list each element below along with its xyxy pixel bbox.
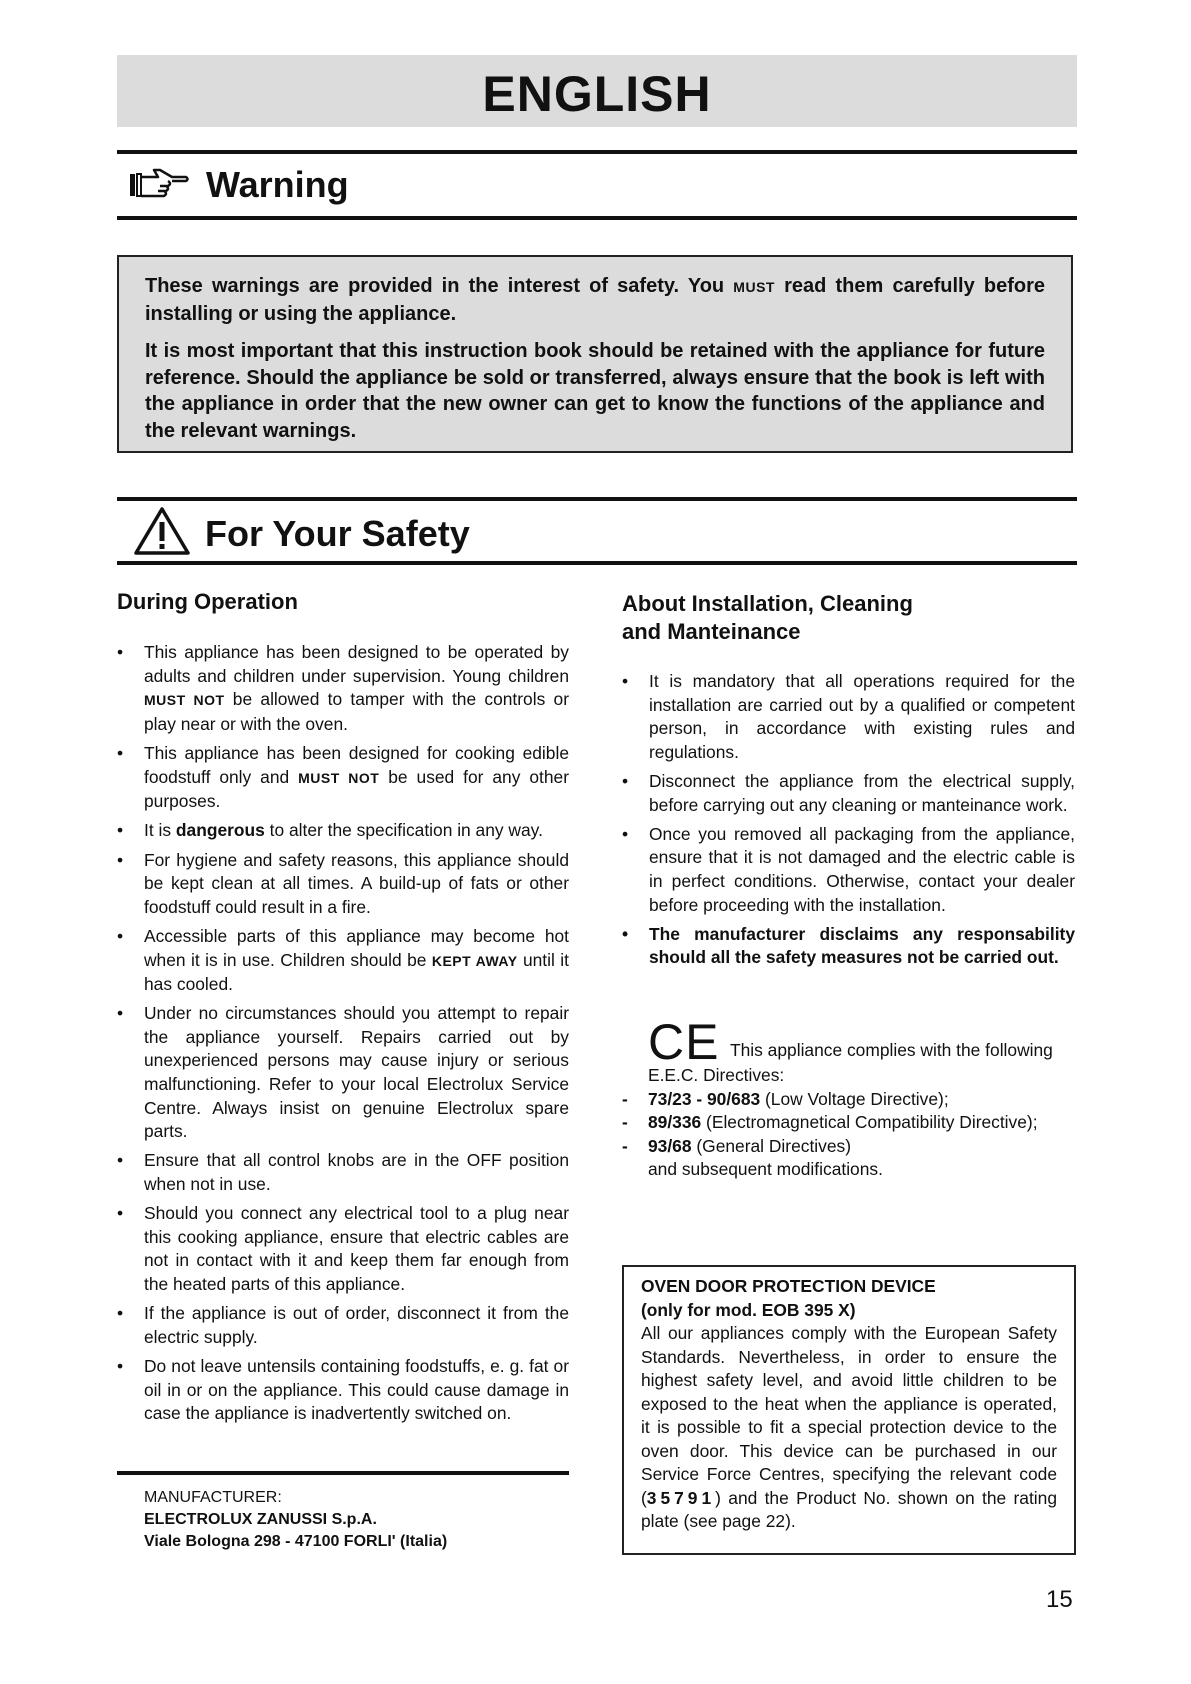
product-code: 35791 <box>646 1487 716 1508</box>
pointing-hand-icon <box>128 166 190 205</box>
emphasis-must-not: MUST NOT <box>298 769 380 786</box>
item-text: Under no circumstances should you attempt to repair the appliance yourself. Repairs carried out by unexperienced persons may cause injury or serious malfunctioning. Refer to your local Electrolux Service Centre. Always insist on genuine Electrolux spare parts. <box>144 1003 569 1142</box>
divider <box>117 561 1077 565</box>
box-title: OVEN DOOR PROTECTION DEVICE <box>641 1276 936 1296</box>
manufacturer-info <box>144 1487 447 1553</box>
item-text: This appliance has been designed for cooking edible foodstuff only and <box>144 742 569 787</box>
bullet-list <box>622 670 1075 970</box>
list-item: • Disconnect the appliance from the electrical supply, before carrying out any cleaning or manteinance work. <box>622 770 1075 815</box>
during-operation-column <box>117 588 569 1431</box>
item-text: It is mandatory that all operations required for the installation are carried out by a qualified or competent person, in accordance with existing rules and regulations. <box>649 671 1075 762</box>
item-text: until it has cooled. <box>144 949 569 995</box>
warning-heading <box>128 164 349 206</box>
directive-code: 89/336 <box>648 1112 702 1133</box>
list-item: • It is dangerous to alter the specification in any way. <box>117 820 543 841</box>
emphasis-kept-away: KEPT AWAY <box>431 952 518 969</box>
divider <box>117 150 1077 154</box>
manufacturer-address: Viale Bologna 298 - 47100 FORLI' (Italia) <box>144 1533 448 1550</box>
list-item: • Once you removed all packaging from the appliance, ensure that it is not damaged and the electric cable is in perfect conditions. Otherwise, contact your dealer before proceeding with the installation. <box>622 823 1075 915</box>
ce-text: and subsequent modifications. <box>648 1159 883 1180</box>
item-text: Accessible parts of this appliance may become hot when it is in use. Children should be <box>144 925 569 970</box>
item-text: Should you connect any electrical tool to a plug near this cooking appliance, ensure that electric cables are not in contact with it and keep them far enough from the heated parts of this appliance. <box>144 1203 569 1294</box>
list-item: • Under no circumstances should you attempt to repair the appliance yourself. Repairs carried out by unexperienced persons may cause injury or serious malfunctioning. Refer to your local Electrolux Service Centre. Always insist on genuine Electrolux spare parts. <box>117 1003 569 1142</box>
item-text: It is <box>144 820 172 841</box>
heading-line: and Manteinance <box>622 619 801 644</box>
column-heading: During Operation <box>117 589 298 614</box>
list-item: • It is mandatory that all operations required for the installation are carried out by a qualified or competent person, in accordance with existing rules and regulations. <box>622 671 1075 762</box>
warning-paragraph: It is most important that this instruction book should be retained with the appliance for future reference. Should the appliance be sold or transferred, always ensure that the book is left with the appliance in order that the new owner can get to know the functions of the appliance and the relevant warnings. <box>145 340 1045 442</box>
installation-column <box>622 590 1075 976</box>
item-text: be allowed to tamper with the controls or play near or with the oven. <box>144 689 569 734</box>
list-item: • This appliance has been designed to be operated by adults and children under supervision. Young children MUST NOT be allowed to tamper with the controls or play near or with the oven. <box>117 642 569 734</box>
item-text: be used for any other purposes. <box>144 766 569 812</box>
warning-text: These warnings are provided in the interest of safety. You <box>145 275 725 297</box>
directive-item: - 93/68 (General Directives) <box>622 1135 851 1156</box>
warning-triangle-icon <box>133 506 191 561</box>
directive-item: - 73/23 - 90/683 (Low Voltage Directive); <box>622 1088 949 1109</box>
box-subtitle: (only for mod. EOB 395 X) <box>641 1299 856 1320</box>
emphasis-must-not: MUST NOT <box>144 692 225 709</box>
directive-item: - 89/336 (Electromagnetical Compatibility Directive); <box>622 1112 1038 1133</box>
divider <box>117 497 1077 501</box>
ce-compliance <box>622 1014 1078 1182</box>
list-item: • Accessible parts of this appliance may become hot when it is in use. Children should be KEPT AWAY until it has cooled. <box>117 925 569 995</box>
manufacturer-name: ELECTROLUX ZANUSSI S.p.A. <box>144 1511 377 1528</box>
warning-paragraph <box>145 273 1045 327</box>
list-item: • This appliance has been designed for cooking edible foodstuff only and MUST NOT be used for any other purposes. <box>117 742 569 812</box>
language-banner: ENGLISH <box>117 55 1077 127</box>
directive-text: (Low Voltage Directive); <box>765 1088 949 1109</box>
list-item: • If the appliance is out of order, disconnect it from the electric supply. <box>117 1303 569 1347</box>
item-text: Do not leave untensils containing foodstuffs, e. g. fat or oil in or on the appliance. This could cause damage in case the appliance is inadvertently switched on. <box>144 1355 569 1424</box>
item-text: Ensure that all control knobs are in the OFF position when not in use. <box>144 1150 569 1195</box>
item-text: If the appliance is out of order, disconnect it from the electric supply. <box>144 1303 569 1347</box>
directive-code: 73/23 - 90/683 <box>648 1088 761 1109</box>
warning-title: Warning <box>206 164 349 205</box>
column-heading <box>622 590 1075 646</box>
list-item: • The manufacturer disclaims any responsability should all the safety measures not be carried out. <box>622 923 1075 968</box>
safety-heading <box>133 506 470 561</box>
directive-text: (General Directives) <box>696 1135 851 1156</box>
page-number: 15 <box>1046 1586 1073 1613</box>
item-text: This appliance has been designed to be operated by adults and children under supervision. Young children <box>144 642 569 686</box>
safety-title: For Your Safety <box>205 512 470 554</box>
list-item: • Do not leave untensils containing foodstuffs, e. g. fat or oil in or on the appliance. This could cause damage in case the appliance is inadvertently switched on. <box>117 1355 569 1424</box>
list-item: • For hygiene and safety reasons, this appliance should be kept clean at all times. A build-up of fats or other foodstuff could result in a fire. <box>117 849 569 917</box>
box-text: ) and the Product No. shown on the rating plate (see page 22). <box>641 1487 1057 1531</box>
warning-text: read them carefully before installing or using the appliance. <box>145 275 1045 325</box>
list-item: • Ensure that all control knobs are in the OFF position when not in use. <box>117 1150 569 1195</box>
emphasis-dangerous: dangerous <box>175 820 265 841</box>
list-item: • Should you connect any electrical tool to a plug near this cooking appliance, ensure that electric cables are not in contact with it and keep them far enough from the heated parts of this appliance. <box>117 1203 569 1294</box>
ce-text: This appliance complies with the following <box>730 1040 1053 1060</box>
heading-line: About Installation, Cleaning <box>622 591 913 616</box>
item-text: The manufacturer disclaims any responsability should all the safety measures not be carried out. <box>649 923 1075 968</box>
item-text: For hygiene and safety reasons, this appliance should be kept clean at all times. A build-up of fats or other foodstuff could result in a fire. <box>144 849 569 917</box>
oven-door-device-box <box>622 1265 1076 1555</box>
item-text: Once you removed all packaging from the appliance, ensure that it is not damaged and the electric cable is in perfect conditions. Otherwise, contact your dealer before proceeding with the installation. <box>649 823 1075 915</box>
ce-intro <box>648 1014 1078 1070</box>
divider <box>117 216 1077 220</box>
ce-mark-icon: CE <box>648 1014 720 1070</box>
directive-code: 93/68 <box>648 1135 692 1156</box>
warning-box <box>117 255 1073 453</box>
item-text: Disconnect the appliance from the electrical supply, before carrying out any cleaning or manteinance work. <box>649 770 1075 815</box>
emphasis-must: MUST <box>733 279 775 295</box>
box-body <box>641 1322 1057 1534</box>
directive-text: (Electromagnetical Compatibility Directive); <box>706 1112 1038 1133</box>
box-text: All our appliances comply with the European Safety Standards. Nevertheless, in order to ensure the highest safety level, and avoid little children to be exposed to the heat when the appliance is operated, it is possible to fit a special protection device to the oven door. This device can be purchased in our Service Force Centres, specifying the relevant code ( <box>641 1323 1057 1508</box>
divider <box>117 1471 569 1475</box>
item-text: to alter the specification in any way. <box>269 820 543 841</box>
ce-text: E.E.C. Directives: <box>648 1065 785 1085</box>
bullet-list <box>117 641 569 1426</box>
manufacturer-label: MANUFACTURER: <box>144 1489 282 1506</box>
